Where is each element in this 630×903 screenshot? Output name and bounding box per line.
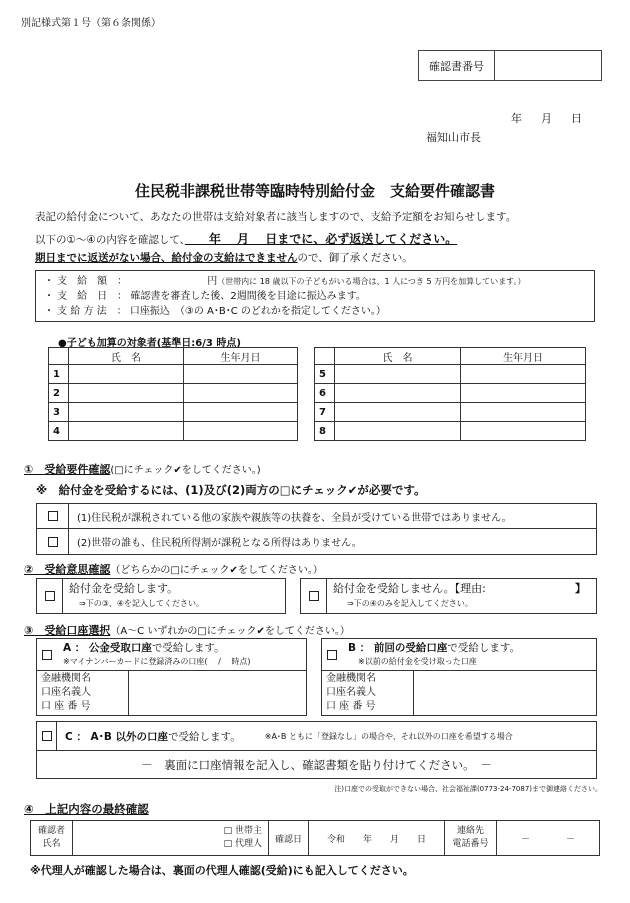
option-b-box[interactable] — [321, 638, 597, 716]
method-row — [44, 304, 586, 319]
intro-line-1: 表記の給付金について、あなたの世帯は支給対象者に該当しますので、支給予定額をお知らせします。 — [35, 211, 517, 223]
agent-checkbox[interactable]: □ 代理人 — [223, 839, 262, 849]
option-b-fields[interactable] — [414, 671, 596, 715]
agent-note: ※代理人が確認した場合は、裏面の代理人確認(受給)にも記入してください。 — [30, 864, 414, 877]
confirm-date-label: 確認日 — [269, 821, 309, 855]
col-dob: 生年月日 — [461, 348, 586, 365]
bank-label: 金融機関名 — [326, 673, 376, 684]
option-a-labels — [37, 671, 129, 715]
option-c-back-instruction: － 裏面に口座情報を記入し、確認書類を貼り付けてください。 － — [141, 758, 492, 772]
requirement-2-text: (2)世帯の誰も、住民税所得割が課税となる所得はありません。 — [77, 538, 362, 549]
final-confirm-row — [30, 820, 600, 856]
confirm-number-box — [418, 50, 602, 81]
row-number: 4 — [49, 422, 69, 441]
confirmer-text: 確認者 — [37, 826, 65, 836]
option-c-box[interactable] — [36, 721, 597, 779]
option-a-sub: ※マイナンバーカードに登録済みの口座( / 時点) — [63, 657, 251, 666]
page-title: 住民税非課税世帯等臨時特別給付金 支給要件確認書 — [134, 182, 495, 200]
confirm-number-field[interactable] — [495, 51, 601, 80]
date-row — [44, 289, 586, 304]
decline-sub: ⇒下の④のみを記入してください。 — [347, 599, 473, 608]
requirement-2[interactable] — [36, 529, 597, 555]
table-row[interactable] — [315, 384, 586, 403]
section-2-title: ② 受給意思確認 — [24, 563, 111, 576]
amount-label: ・ 支 給 額 ： — [44, 276, 128, 287]
intro-line-3 — [35, 250, 413, 265]
table-row[interactable] — [49, 384, 298, 403]
option-a-tail: で受給します。 — [151, 642, 225, 654]
section-1-heading — [24, 461, 261, 477]
option-c-note: ※A･B ともに「登録なし」の場合や、それ以外の口座を希望する場合 — [264, 731, 513, 741]
amount-row — [44, 274, 586, 289]
issue-date: 年 月 日 — [511, 112, 586, 125]
row-number: 3 — [49, 403, 69, 422]
children-table-left — [48, 347, 298, 441]
children-table-right — [314, 347, 586, 441]
amount-note: （世帯内に 18 歳以下の子どもがいる場合は、1 人につき 5 万円を加算しています。） — [217, 277, 526, 286]
householder-checkbox[interactable]: □ 世帯主 — [223, 826, 262, 836]
option-c-tail: で受給します。 — [168, 730, 241, 743]
payment-info-box — [35, 270, 595, 322]
section-1-note: (□にチェック✔をしてください。) — [110, 465, 261, 476]
section-1-warning: ※ 給付金を受給するには、(1)及び(2)両方の□にチェック✔が必要です。 — [36, 483, 426, 497]
intro-line-3b: ので、御了承ください。 — [297, 252, 413, 264]
requirement-2-checkbox[interactable] — [48, 537, 58, 547]
col-name: 氏 名 — [69, 348, 184, 365]
row-number: 5 — [315, 365, 335, 384]
option-b-tail: で受給します。 — [447, 642, 520, 654]
table-row[interactable] — [315, 403, 586, 422]
decline-option[interactable] — [300, 578, 597, 614]
deadline-warning: 期日までに返送がない場合、給付金の支給はできません — [35, 252, 298, 264]
amount-yen: 円 — [207, 276, 218, 287]
option-b-labels — [322, 671, 414, 715]
confirm-number-label: 確認書番号 — [419, 51, 495, 80]
date-label: ・ 支 給 日 ： — [44, 291, 128, 302]
requirement-1[interactable] — [36, 503, 597, 529]
method-text: 口座振込 （③の A･B･C のどれかを指定してください。） — [129, 306, 386, 317]
table-header — [49, 348, 298, 365]
confirmer-label — [31, 821, 73, 855]
section-4-title: ④ 上記内容の最終確認 — [24, 802, 149, 816]
table-row[interactable] — [315, 365, 586, 384]
requirement-1-text: (1)住民税が課税されている他の家族や親族等の扶養を、全員が受けている世帯ではありません。 — [77, 512, 512, 524]
intro-line-2 — [35, 230, 457, 247]
section-3-title: ③ 受給口座選択 — [24, 624, 111, 637]
table-row[interactable] — [49, 365, 298, 384]
row-number: 7 — [315, 403, 335, 422]
phone-text: 電話番号 — [452, 839, 489, 849]
option-b-sub: ※以前の給付金を受け取った口座 — [358, 657, 477, 666]
section-2-heading — [24, 561, 323, 577]
option-b-checkbox[interactable] — [327, 650, 337, 660]
table-row[interactable] — [315, 422, 586, 441]
row-number: 2 — [49, 384, 69, 403]
section-2-note: （どちらかの□にチェック✔をしてください。） — [110, 565, 323, 576]
return-deadline: 年 月 日までに、必ず返送してください。 — [184, 232, 458, 246]
children-heading: ●子ども加算の対象者(基準日:6/3 時点) — [58, 338, 241, 349]
option-c-title: C ： A･B 以外の口座 — [65, 730, 169, 743]
confirm-date-field[interactable]: 令和 年 月 日 — [309, 821, 445, 855]
section-1-title: ① 受給要件確認 — [24, 463, 111, 476]
name-text: 氏名 — [42, 839, 61, 849]
holder-label: 口座名義人 — [41, 687, 91, 698]
account-label: 口 座 番 号 — [41, 701, 91, 712]
account-label: 口 座 番 号 — [326, 701, 376, 712]
row-number: 8 — [315, 422, 335, 441]
row-number: 6 — [315, 384, 335, 403]
row-number: 1 — [49, 365, 69, 384]
option-a-box[interactable] — [36, 638, 307, 716]
receive-checkbox[interactable] — [45, 591, 55, 601]
account-footnote: 注)口座での受取ができない場合、社会福祉課(0773-24-7087)まで御連絡ください。 — [334, 785, 602, 793]
option-c-checkbox[interactable] — [42, 731, 52, 741]
holder-label: 口座名義人 — [326, 687, 376, 698]
method-label: ・ 支 給 方 法 ： — [44, 306, 127, 317]
requirement-1-checkbox[interactable] — [48, 511, 58, 521]
option-a-fields[interactable] — [129, 671, 306, 715]
table-header — [315, 348, 586, 365]
table-row[interactable] — [49, 403, 298, 422]
contact-label — [445, 821, 497, 855]
section-3-note: （A～C いずれかの□にチェック✔をしてください。） — [110, 626, 350, 637]
receive-option[interactable] — [36, 578, 286, 614]
table-row[interactable] — [49, 422, 298, 441]
mayor: 福知山市長 — [426, 131, 481, 144]
decline-checkbox[interactable] — [309, 591, 319, 601]
receive-sub: ⇒下の③、④を記入してください。 — [79, 599, 205, 608]
receive-label: 給付金を受給します。 — [69, 582, 179, 595]
col-name: 氏 名 — [335, 348, 461, 365]
date-text: 確認書を審査した後、2週間後を目途に振込みます。 — [130, 291, 366, 302]
bank-label: 金融機関名 — [41, 673, 91, 684]
decline-label: 給付金を受給しません。【理由: — [333, 582, 486, 595]
decline-bracket: 】 — [575, 582, 586, 595]
confirmer-name-field[interactable] — [73, 821, 269, 855]
option-a-checkbox[interactable] — [42, 650, 52, 660]
intro-line-2a: 以下の①～④の内容を確認して、 — [35, 234, 185, 246]
form-number: 別記様式第１号（第６条関係） — [21, 18, 161, 29]
option-b-title: B ： 前回の受給口座 — [348, 642, 448, 654]
contact-text: 連絡先 — [456, 826, 484, 836]
option-a-title: A ： 公金受取口座 — [63, 642, 152, 654]
col-dob: 生年月日 — [184, 348, 298, 365]
phone-field[interactable]: － － — [520, 834, 575, 845]
section-3-heading — [24, 622, 350, 638]
